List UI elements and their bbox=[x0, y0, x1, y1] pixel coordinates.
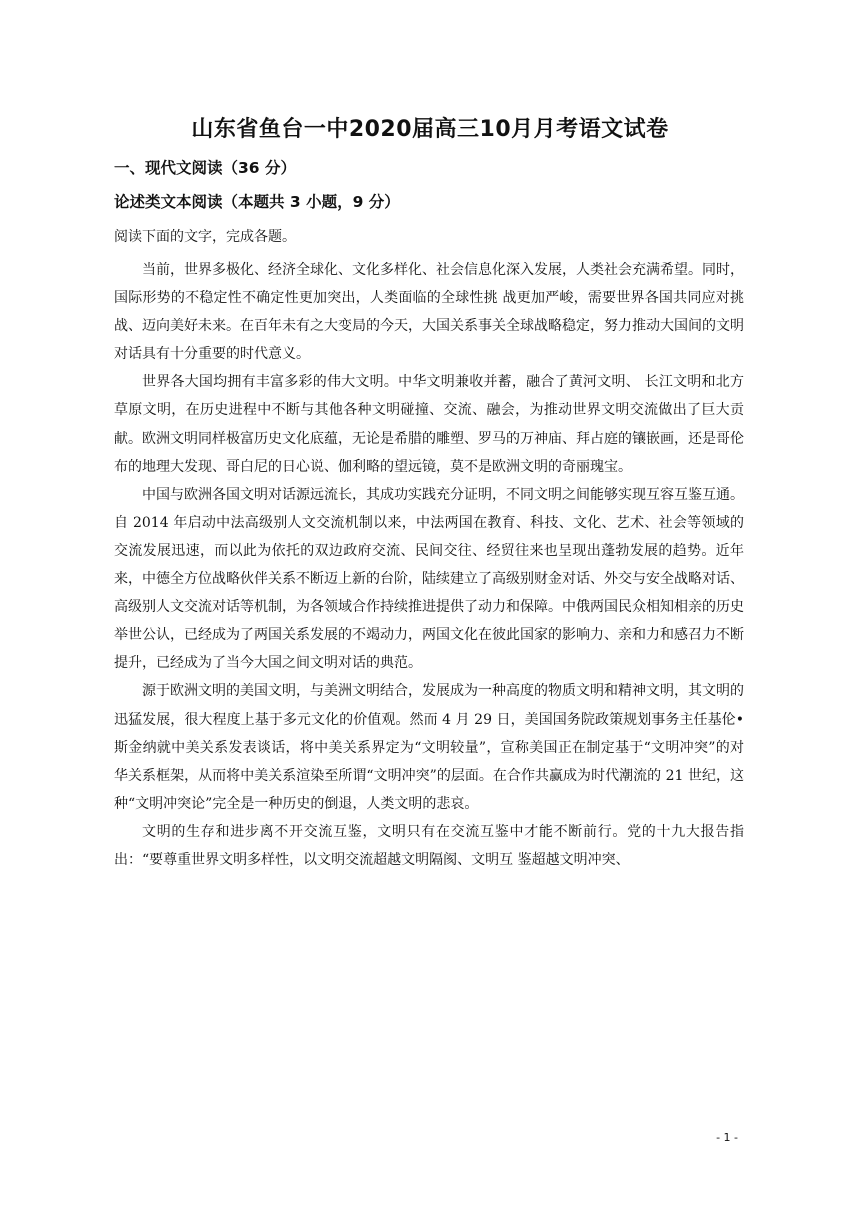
passage-paragraph-1: 当前，世界多极化、经济全球化、文化多样化、社会信息化深入发展，人类社会充满希望。同时，国际形势的不稳定性不确定性更加突出，人类面临的全球性挑 战更加严峻，需要世界各国共同应对挑战、迈向美好未来。在百年未有之大变局的今天，大国关系事关全球战略稳定，努力推动大国间的文明对话具有十分重要的时代意义。 bbox=[114, 262, 744, 363]
section-heading: 一、现代文阅读（36 分） bbox=[114, 159, 296, 177]
subsection-heading: 论述类文本阅读（本题共 3 小题，9 分） bbox=[114, 193, 400, 211]
passage-paragraph-3: 中国与欧洲各国文明对话源远流长，其成功实践充分证明，不同文明之间能够实现互容互鉴互通。自 2014 年启动中法高级别人文交流机制以来，中法两国在教育、科技、文化、艺术、社会等领域的交流发展迅速，而以此为依托的双边政府交流、民间交往、经贸往来也呈现出蓬勃发展的趋势。近年来，中德全方位战略伙伴关系不断迈上新的台阶，陆续建立了高级别财金对话、外交与安全战略对话、高级别人文交流对话等机制，为各领域合作持续推进提供了动力和保障。中俄两国民众相知相亲的历史举世公认，已经成为了两国关系发展的不竭动力，两国文化在彼此国家的影响力、亲和力和感召力不断提升，已经成为了当今大国之间文明对话的典范。 bbox=[114, 486, 744, 672]
passage-paragraph-2: 世界各大国均拥有丰富多彩的伟大文明。中华文明兼收并蓄，融合了黄河文明、 长江文明和北方草原文明，在历史进程中不断与其他各种文明碰撞、交流、融会，为推动世界文明交流做出了巨大贡献。欧洲文明同样极富历史文化底蕴，无论是希腊的雕塑、罗马的万神庙、拜占庭的镶嵌画，还是哥伦布的地理大发现、哥白尼的日心说、伽利略的望远镜，莫不是欧洲文明的奇丽瑰宝。 bbox=[114, 374, 744, 475]
document-title: 山东省鱼台一中2020届高三10月月考语文试卷 bbox=[191, 117, 669, 142]
page-number: - 1 - bbox=[716, 1131, 738, 1144]
instruction-text: 阅读下面的文字，完成各题。 bbox=[114, 229, 296, 245]
passage-paragraph-5: 文明的生存和进步离不开交流互鉴，文明只有在交流互鉴中才能不断前行。党的十九大报告指出：“要尊重世界文明多样性，以文明交流超越文明隔阂、文明互 鉴超越文明冲突、 bbox=[114, 823, 744, 868]
passage-paragraph-4: 源于欧洲文明的美国文明，与美洲文明结合，发展成为一种高度的物质文明和精神文明，其文明的迅猛发展，很大程度上基于多元文化的价值观。然而 4 月 29 日，美国国务院政策规划事务主任基伦•斯金纳就中美关系发表谈话，将中美关系界定为“文明较量”，宣称美国正在制定基于“文明冲突”的对华关系框架，从而将中美关系渲染至所谓“文明冲突”的层面。在合作共赢成为时代潮流的 21 世纪，这种“文明冲突论”完全是一种历史的倒退，人类文明的悲哀。 bbox=[114, 683, 744, 812]
passage-body bbox=[114, 256, 744, 874]
